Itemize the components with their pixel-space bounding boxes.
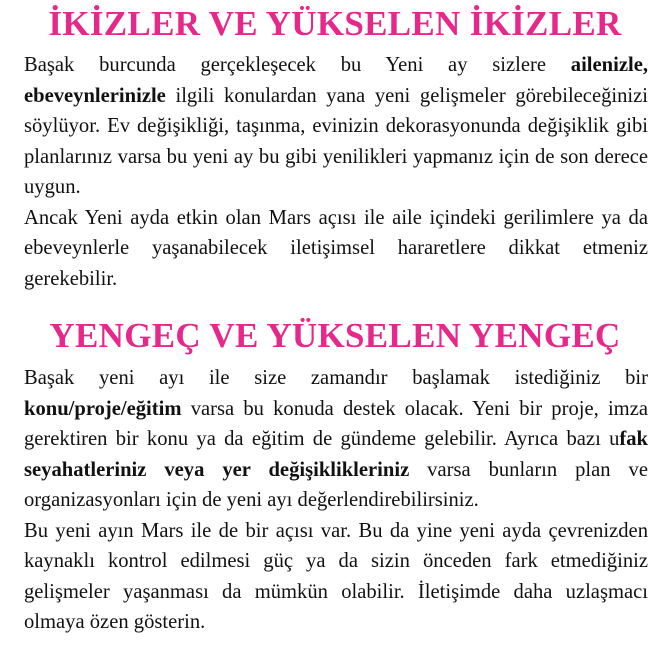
emphasis-text: fak seyahatleriniz veya yer değişiklikleriniz bbox=[24, 428, 648, 481]
paragraph bbox=[24, 363, 648, 516]
paragraph-text: Başak burcunda gerçekleşecek bu Yeni ay sizlere bbox=[24, 54, 571, 76]
paragraph-text: varsa bunların plan ve organizasyonları için de yeni ayı değerlendirebilirsiniz. bbox=[24, 458, 648, 511]
paragraph: Ancak Yeni ayda etkin olan Mars açısı ile aile içindeki gerilimlere ya da ebeveynlerle yaşanabilecek iletişimsel hararetlere dikkat etmeniz gerekebilir. bbox=[24, 206, 648, 290]
paragraph bbox=[24, 50, 648, 203]
section-heading-yengec: YENGEÇ VE YÜKSELEN YENGEÇ bbox=[49, 316, 621, 355]
paragraph-text: Başak yeni ayı ile size zamandır başlamak istediğiniz bir bbox=[24, 367, 648, 389]
emphasis-text: konu/proje/eğitim bbox=[24, 397, 182, 420]
paragraph-text: varsa bu konuda destek olacak. Yeni bir proje, imza gerektiren bir konu ya da eğitim de gündeme gelebilir. Ayrıca bazı u bbox=[24, 397, 648, 450]
paragraph: Bu yeni ayın Mars ile de bir açısı var. Bu da yine yeni ayda çevrenizden kaynaklı kontrol edilmesi güç ya da sizin önceden fark etmediğiniz gelişmeler yaşanması da mümkün olabilir. İletişimde daha uzlaşmacı olmaya özen gösterin. bbox=[24, 519, 648, 633]
emphasis-text: ailenizle, ebeveynlerinizle bbox=[24, 54, 648, 107]
section-body-yengec bbox=[24, 363, 648, 638]
paragraph-text: ilgili konulardan yana yeni gelişmeler görebileceğinizi söylüyor. Ev değişikliği, taşınma, evinizin dekorasyonunda değişiklik gibi planlarınız varsa bu yeni ay bu gibi yenilikleri yapmanız için de son derece uygun. bbox=[24, 84, 648, 198]
section-body-ikizler bbox=[24, 50, 648, 294]
section-heading-ikizler: İKİZLER VE YÜKSELEN İKİZLER bbox=[48, 4, 622, 43]
